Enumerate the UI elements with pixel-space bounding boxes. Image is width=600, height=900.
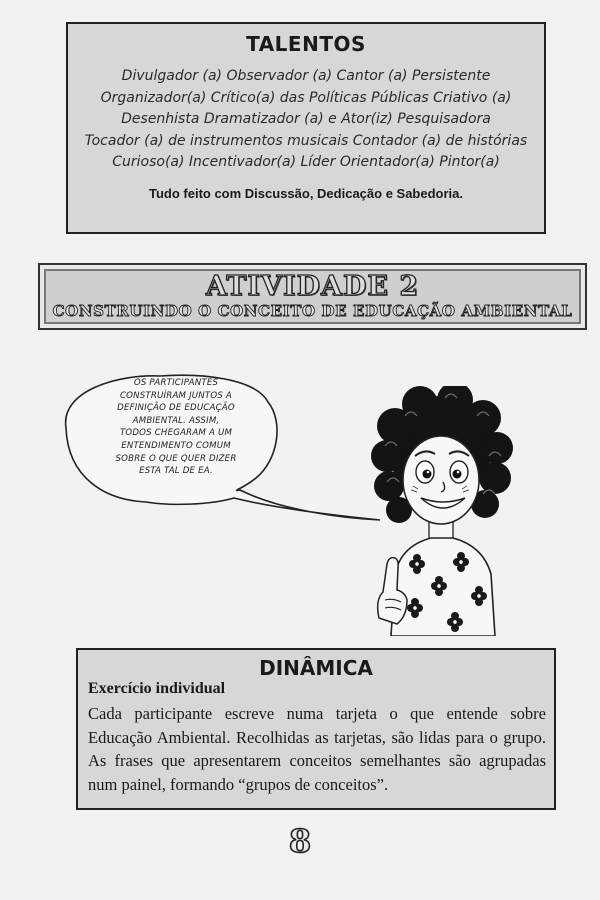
cartoon-woman-illustration	[365, 386, 515, 636]
dinamica-subtitle: Exercício individual	[88, 680, 226, 697]
bubble-line: CONSTRUÍRAM JUNTOS A	[119, 390, 233, 401]
page-number: 8	[288, 822, 312, 860]
bubble-line: ESTA TAL DE EA.	[139, 466, 213, 477]
talentos-line: Desenhista Dramatizador (a) e Ator(iz) Pesquisadora	[121, 111, 491, 127]
talentos-box	[66, 22, 546, 234]
dinamica-body-text: Cada participante escreve numa tarjeta o que entende sobre Educação Ambiental. Recolhidas as tarjetas, são lidas para o grupo. As frases que apresentarem conceitos semelhantes são agrupadas num painel, formando “grupos de conceitos”.	[88, 704, 546, 794]
dinamica-box	[76, 648, 556, 810]
activity-banner	[38, 263, 587, 330]
activity-subtitle: CONSTRUINDO O CONCEITO DE EDUCAÇÃO AMBIENTAL	[52, 302, 573, 320]
bubble-line: ENTENDIMENTO COMUM	[121, 440, 231, 451]
bubble-line: SOBRE O QUE QUER DIZER	[115, 453, 237, 464]
talentos-line: Organizador(a) Crítico(a) das Políticas Públicas Criativo (a)	[100, 89, 512, 106]
talentos-line: Divulgador (a) Observador (a) Cantor (a) Persistente	[121, 68, 491, 84]
bubble-line: OS PARTICIPANTES	[133, 378, 219, 388]
talentos-title: TALENTOS	[246, 32, 366, 56]
bubble-line: TODOS CHEGARAM A UM	[119, 428, 233, 439]
activity-title: ATIVIDADE 2	[205, 271, 420, 302]
bubble-line: AMBIENTAL. ASSIM,	[132, 415, 220, 426]
speech-bubble-text	[86, 377, 266, 478]
talentos-line: Tocador (a) de instrumentos musicais Contador (a) de histórias	[84, 132, 528, 149]
talentos-list	[68, 66, 544, 174]
talentos-footer: Tudo feito com Discussão, Dedicação e Sabedoria.	[148, 185, 463, 201]
dinamica-title: DINÂMICA	[259, 656, 373, 680]
bubble-line: DEFINIÇÃO DE EDUCAÇÃO	[117, 403, 235, 414]
talentos-line: Curioso(a) Incentivador(a) Líder Orientador(a) Pintor(a)	[112, 154, 500, 170]
